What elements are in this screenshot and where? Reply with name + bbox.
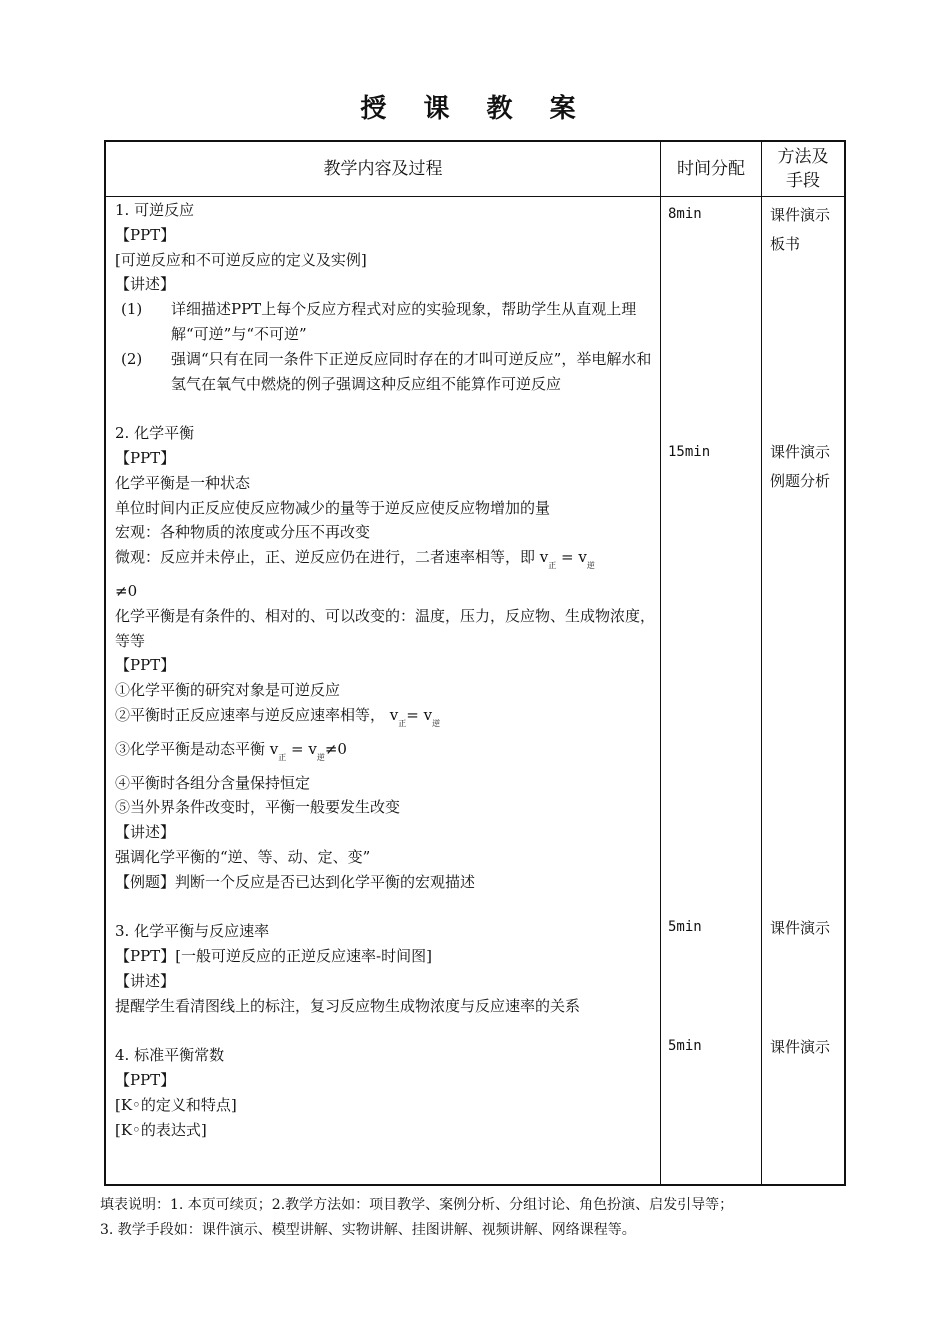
method-item: 课件演示 — [770, 206, 831, 224]
text-line: 强调化学平衡的“逆、等、动、定、变” — [115, 847, 371, 866]
subscript: 逆 — [316, 752, 325, 762]
text-line: 单位时间内正反应使反应物减少的量等于逆反应使反应物增加的量 — [115, 498, 551, 517]
subscript: 正 — [398, 718, 407, 728]
ppt-tag: 【PPT】 — [115, 1071, 176, 1090]
item-text: 强调“只有在同一条件下正逆反应同时存在的才叫可逆反应”，举电解水和氢气在氧气中燃烧的例子强调这种反应组不能算作可逆反应 — [171, 349, 652, 393]
ppt-tag: 【PPT】[一般可逆反应的正逆反应速率-时间图] — [115, 947, 432, 966]
text-line — [115, 703, 655, 737]
item-text: 详细描述PPT上每个反应方程式对应的实验现象，帮助学生从直观上理解“可逆”与“不可逆” — [171, 300, 637, 343]
text-fragment: 微观：反应并未停止，正、逆反应仍在进行，二者速率相等，即 v — [115, 548, 549, 567]
section-1-heading: 1. 可逆反应 — [115, 201, 195, 219]
text-line — [115, 737, 655, 771]
text-fragment: ②平衡时正反应速率与逆反应速率相等， v — [115, 705, 399, 724]
subscript: 正 — [278, 752, 287, 762]
text-fragment: ≠0 — [324, 739, 347, 758]
method-item: 板书 — [770, 235, 801, 253]
text-fragment: = v — [286, 739, 317, 758]
note-line: 填表说明：1. 本页可续页；2.教学方法如：项目教学、案例分析、分组讨论、角色扮演、启发引导等； — [100, 1197, 734, 1213]
lecture-tag: 【讲述】 — [115, 823, 176, 842]
lecture-tag: 【讲述】 — [115, 971, 176, 990]
subscript: 逆 — [586, 561, 595, 571]
text-line: 提醒学生看清图线上的标注，复习反应物生成物浓度与反应速率的关系 — [115, 996, 581, 1015]
text-paragraph: 化学平衡是有条件的、相对的、可以改变的：温度，压力，反应物、生成物浓度，等等 — [115, 606, 656, 650]
page-title: 授 课 教 案 — [360, 94, 590, 124]
method-item: 例题分析 — [770, 472, 831, 490]
item-number: (2) — [121, 349, 143, 368]
list-item — [115, 347, 655, 397]
fill-instructions — [100, 1193, 860, 1243]
time-cell: 15min — [668, 444, 711, 460]
text-fragment: = v — [556, 548, 587, 567]
list-item — [115, 297, 655, 347]
method-cell — [770, 1033, 830, 1062]
column-divider — [660, 142, 661, 1184]
time-cell: 5min — [668, 1038, 702, 1054]
text-line: 化学平衡是一种状态 — [115, 473, 251, 492]
ppt-detail: [可逆反应和不可逆反应的定义及实例] — [115, 250, 367, 269]
method-item: 课件演示 — [770, 443, 831, 461]
time-cell: 8min — [668, 206, 702, 222]
text-fragment: = v — [406, 705, 433, 724]
text-line: ⑤当外界条件改变时，平衡一般要发生改变 — [115, 798, 401, 817]
ppt-tag: 【PPT】 — [115, 448, 176, 467]
method-item: 课件演示 — [770, 919, 831, 937]
ppt-tag: 【PPT】 — [115, 656, 176, 675]
method-cell — [770, 438, 830, 496]
header-content: 教学内容及过程 — [323, 159, 443, 179]
lesson-plan-table — [104, 140, 846, 1186]
time-cell: 5min — [668, 919, 702, 935]
text-line: ①化学平衡的研究对象是可逆反应 — [115, 681, 341, 700]
content-column — [115, 198, 655, 1142]
method-item: 课件演示 — [770, 1038, 831, 1056]
item-number: (1) — [121, 300, 143, 319]
text-line — [115, 545, 655, 579]
note-line: 3. 教学手段如：课件演示、模型讲解、实物讲解、挂图讲解、视频讲解、网络课程等。 — [100, 1222, 636, 1238]
header-method: 方法及手段 — [777, 147, 829, 191]
section-3-heading: 3. 化学平衡与反应速率 — [115, 922, 270, 941]
example-line: 【例题】判断一个反应是否已达到化学平衡的宏观描述 — [115, 872, 476, 891]
text-line: 宏观：各种物质的浓度或分压不再改变 — [115, 523, 371, 542]
text-fragment: ③化学平衡是动态平衡 v — [115, 739, 279, 758]
lecture-tag: 【讲述】 — [115, 275, 176, 294]
ppt-tag: 【PPT】 — [115, 225, 176, 244]
section-4-heading: 4. 标准平衡常数 — [115, 1046, 225, 1065]
text-line: [K◦的定义和特点] — [115, 1095, 237, 1114]
method-cell — [770, 914, 830, 943]
subscript: 逆 — [432, 718, 441, 728]
text-line: ≠0 — [115, 581, 138, 600]
subscript: 正 — [548, 561, 557, 571]
text-line: ④平衡时各组分含量保持恒定 — [115, 773, 311, 792]
method-cell — [770, 201, 830, 259]
header-divider — [106, 196, 844, 197]
column-divider — [761, 142, 762, 1184]
text-line: [K◦的表达式] — [115, 1120, 207, 1139]
section-2-heading: 2. 化学平衡 — [115, 424, 195, 443]
header-time: 时间分配 — [677, 159, 745, 179]
